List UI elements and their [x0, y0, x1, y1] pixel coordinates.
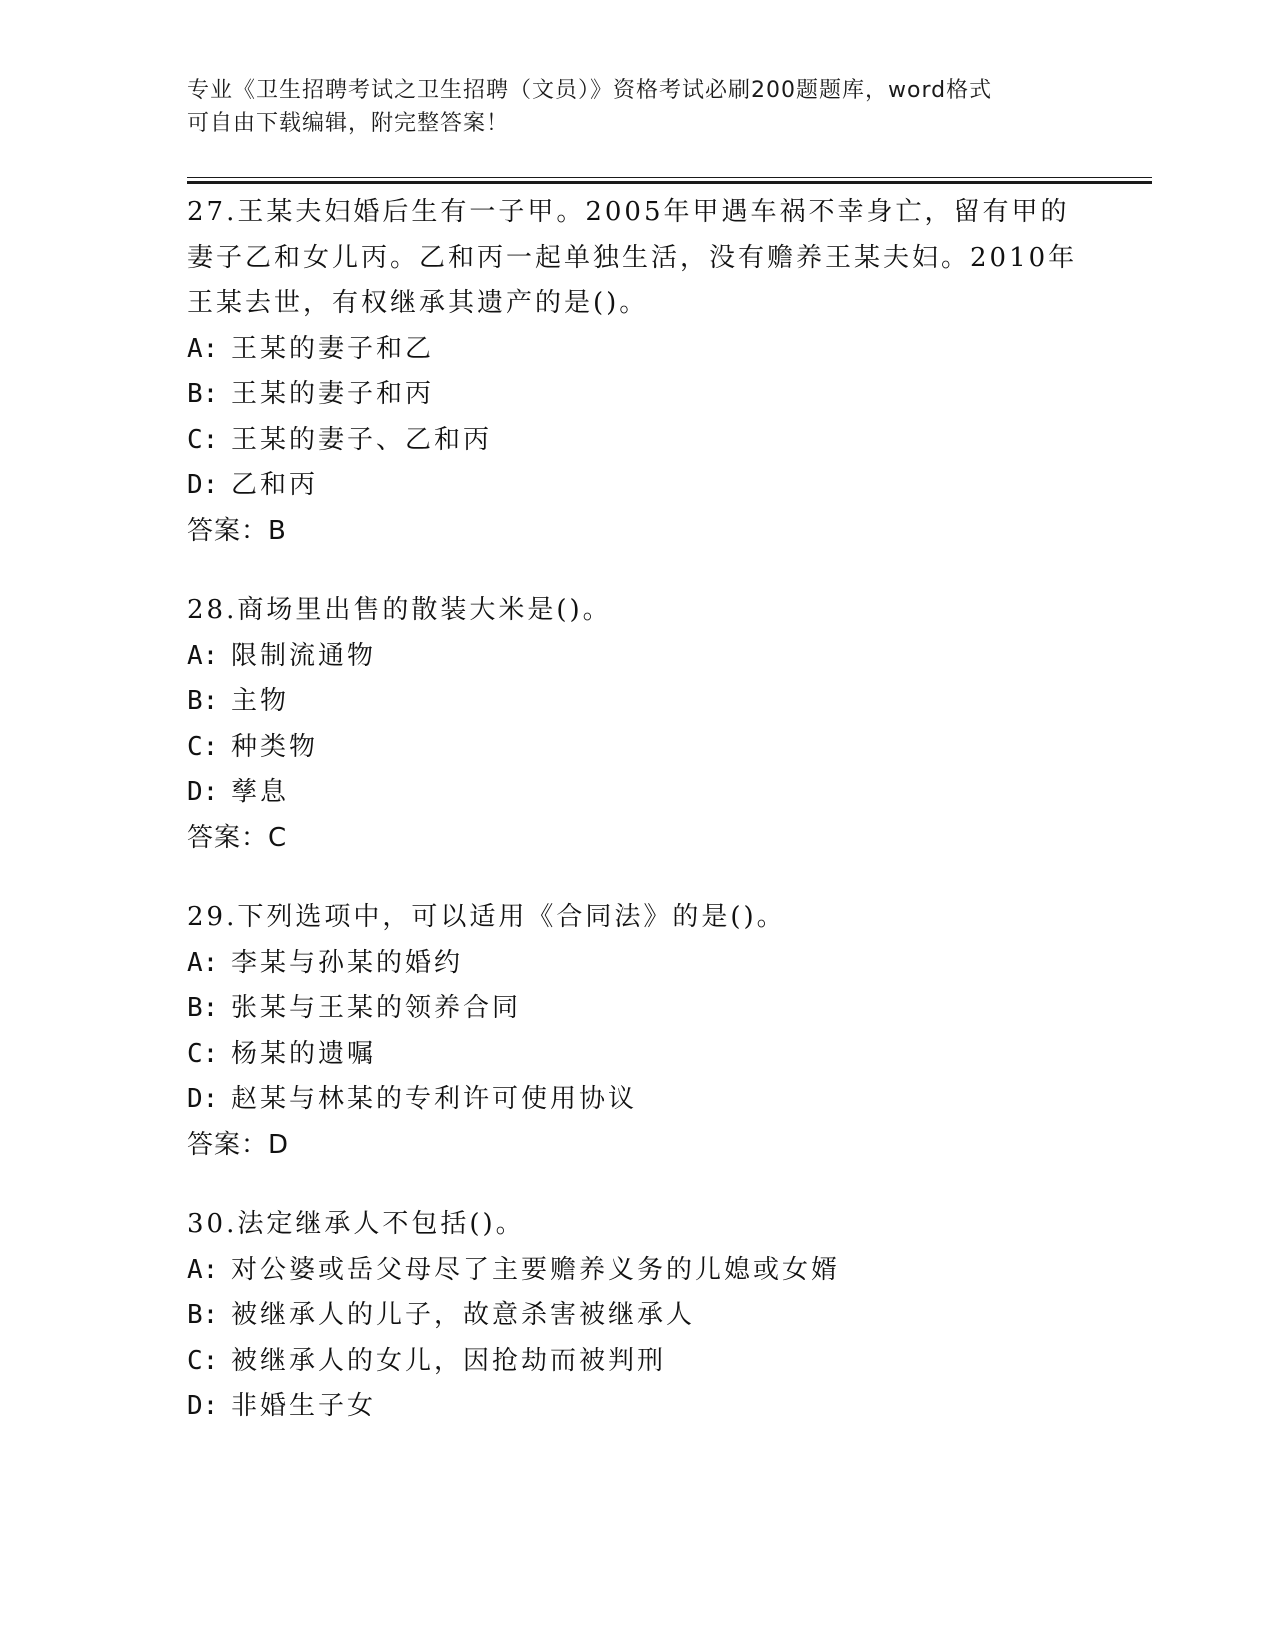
- option-text: 被继承人的儿子，故意杀害被继承人: [231, 1300, 696, 1330]
- option-letter: A:: [187, 640, 219, 671]
- question-27: [187, 190, 1087, 554]
- option-d: [187, 1384, 1087, 1430]
- option-d: [187, 770, 1087, 816]
- option-letter: D:: [187, 777, 219, 807]
- option-letter: B:: [187, 1300, 219, 1330]
- option-c: [187, 1032, 1087, 1078]
- option-letter: A:: [187, 947, 219, 978]
- answer-label: 答案：B: [187, 515, 287, 546]
- option-letter: C:: [187, 424, 219, 455]
- option-b: [187, 1293, 1087, 1339]
- option-a: [187, 634, 1087, 680]
- header-rule-thick: [187, 181, 1152, 184]
- header-rule-thin: [187, 177, 1152, 178]
- answer-label: 答案：D: [187, 1129, 290, 1160]
- option-text: 王某的妻子、乙和丙: [231, 424, 493, 455]
- option-letter: D:: [187, 1391, 219, 1421]
- option-b: [187, 679, 1087, 725]
- option-text: 王某的妻子和丙: [231, 379, 435, 409]
- option-letter: C:: [187, 1345, 219, 1376]
- option-text: 赵某与林某的专利许可使用协议: [231, 1084, 638, 1114]
- option-letter: A:: [187, 1254, 219, 1285]
- option-text: 李某与孙某的婚约: [231, 947, 464, 978]
- option-letter: C:: [187, 1038, 219, 1069]
- option-c: [187, 725, 1087, 771]
- question-30: [187, 1202, 1087, 1430]
- option-letter: D:: [187, 470, 219, 500]
- header-line-1: 专业《卫生招聘考试之卫生招聘（文员）》资格考试必刷200题题库，word格式: [187, 78, 993, 103]
- option-text: 孳息: [231, 777, 290, 807]
- document-header: [187, 74, 1087, 140]
- option-text: 限制流通物: [231, 640, 377, 671]
- option-text: 种类物: [231, 731, 319, 762]
- option-a: [187, 941, 1087, 987]
- option-c: [187, 418, 1087, 464]
- option-b: [187, 372, 1087, 418]
- option-text: 对公婆或岳父母尽了主要赡养义务的儿媳或女婿: [231, 1254, 841, 1285]
- question-stem: 27.王某夫妇婚后生有一子甲。2005年甲遇车祸不幸身亡，留有甲的妻子乙和女儿丙。乙和丙一起单独生活，没有赡养王某夫妇。2010年王某去世，有权继承其遗产的是()。: [187, 197, 1078, 318]
- option-letter: D:: [187, 1084, 219, 1114]
- option-letter: B:: [187, 379, 219, 409]
- option-text: 被继承人的女儿，因抢劫而被判刑: [231, 1345, 667, 1376]
- option-d: [187, 463, 1087, 509]
- option-b: [187, 986, 1087, 1032]
- option-letter: B:: [187, 993, 219, 1023]
- option-a: [187, 1248, 1087, 1294]
- option-d: [187, 1077, 1087, 1123]
- option-text: 非婚生子女: [231, 1391, 377, 1421]
- option-text: 张某与王某的领养合同: [231, 993, 522, 1023]
- question-stem: 29.下列选项中，可以适用《合同法》的是()。: [187, 902, 786, 932]
- option-c: [187, 1339, 1087, 1385]
- option-letter: A:: [187, 333, 219, 364]
- option-text: 乙和丙: [231, 470, 319, 500]
- option-letter: B:: [187, 686, 219, 716]
- question-stem: 30.法定继承人不包括()。: [187, 1209, 525, 1239]
- question-29: [187, 895, 1087, 1168]
- option-text: 主物: [231, 686, 290, 716]
- question-list: [187, 190, 1087, 1464]
- option-letter: C:: [187, 731, 219, 762]
- header-line-2: 可自由下载编辑，附完整答案！: [187, 111, 510, 136]
- question-stem: 28.商场里出售的散装大米是()。: [187, 595, 612, 625]
- question-28: [187, 588, 1087, 861]
- option-text: 王某的妻子和乙: [231, 333, 435, 364]
- option-a: [187, 327, 1087, 373]
- option-text: 杨某的遗嘱: [231, 1038, 377, 1069]
- answer-label: 答案：C: [187, 822, 288, 853]
